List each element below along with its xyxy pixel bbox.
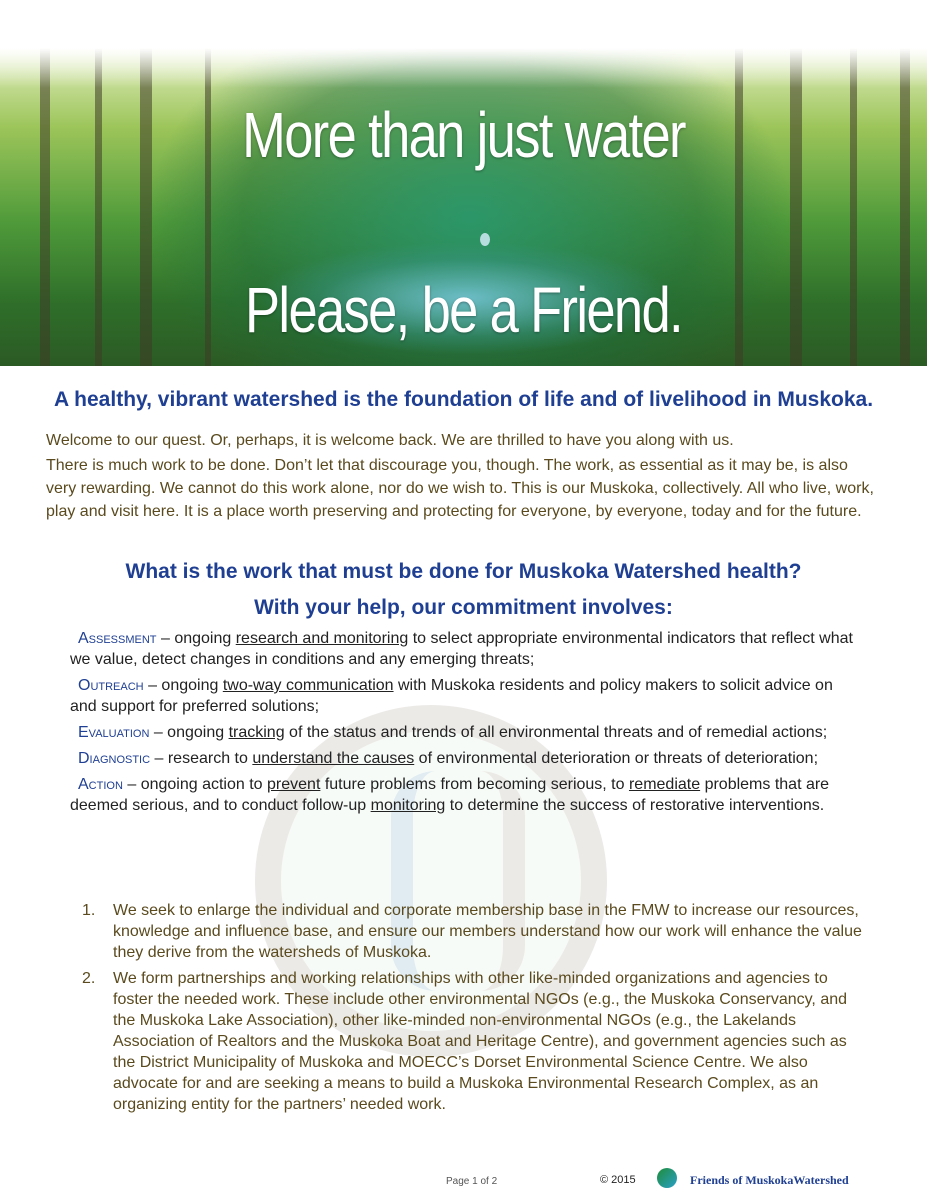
water-drop-icon	[480, 233, 490, 246]
commitment-text: – ongoing action to	[122, 776, 268, 793]
commitment-text: to determine the success of restorative interventions.	[445, 797, 825, 814]
commitment-text: of environmental deterioration or threats of deterioration;	[414, 750, 819, 767]
tree-trunk	[40, 48, 50, 366]
hero-banner	[0, 48, 927, 366]
commitment-text: problems that are deemed serious, and to conduct follow-up	[70, 776, 830, 814]
commitment-item	[70, 675, 860, 717]
tree-trunk	[900, 48, 910, 366]
commitment-item	[70, 748, 860, 769]
commitment-keyword: understand the causes	[252, 750, 415, 767]
commitment-list	[70, 628, 860, 821]
commitment-keyword: tracking	[228, 724, 285, 741]
commitment-text: – ongoing	[143, 677, 223, 694]
commitment-keyword: research and monitoring	[235, 630, 409, 647]
list-text: We form partnerships and working relationships with other like-minded organizations and agencies to foster the needed work. These include other environmental NGOs (e.g., the Muskoka Conservancy, and the Muskoka Lake Association), other like-minded non-environmental NGOs (e.g., the Lakelands Association of Realtors and the Muskoka Boat and Heritage Centre), and government agencies such as the District Municipality of Muskoka and MOECC’s Dorset Environmental Science Centre. We also advocate for and are seeking a means to build a Muskoka Environmental Research Complex, as an organizing entity for the partners’ needed work.	[113, 970, 848, 1113]
commitment-text: of the status and trends of all environmental threats and of remedial actions;	[284, 724, 828, 741]
list-text: We seek to enlarge the individual and corporate membership base in the FMW to increase our resources, knowledge and influence base, and ensure our members understand how our work will enhance the value they derive from the watersheds of Muskoka.	[113, 902, 862, 961]
commitment-heading: With your help, our commitment involves:	[254, 596, 673, 619]
commitment-head: Diagnostic	[78, 750, 151, 767]
org-name: Friends of MuskokaWatershed	[690, 1173, 849, 1187]
commitment-head: Assessment	[78, 630, 157, 647]
list-number: 1.	[82, 902, 96, 919]
fmw-logo-icon	[657, 1168, 677, 1188]
commitment-item	[70, 628, 860, 670]
hero-fade	[0, 48, 927, 88]
page-number: Page 1 of 2	[446, 1176, 498, 1187]
commitment-item	[70, 722, 860, 743]
commitment-text: – research to	[150, 750, 253, 767]
commitment-keyword: prevent	[267, 776, 321, 793]
subtitle: A healthy, vibrant watershed is the foundation of life and of livelihood in Muskoka.	[53, 388, 874, 411]
list-item	[82, 968, 862, 1115]
question-heading: What is the work that must be done for Muskoka Watershed health?	[125, 560, 802, 583]
list-number: 2.	[82, 970, 96, 987]
commitment-keyword: remediate	[628, 776, 701, 793]
copyright: © 2015	[600, 1174, 636, 1186]
commitment-head: Evaluation	[78, 724, 150, 741]
tree-trunk	[850, 48, 857, 366]
commitment-keyword: two-way communication	[222, 677, 394, 694]
commitment-keyword: monitoring	[370, 797, 446, 814]
commitment-text: future problems from becoming serious, to	[320, 776, 629, 793]
commitment-head: Action	[78, 776, 123, 793]
commitment-text: – ongoing	[156, 630, 236, 647]
commitment-head: Outreach	[78, 677, 144, 694]
hero-title-line1: More than just water	[242, 99, 685, 171]
hero-title-line2: Please, be a Friend.	[245, 274, 682, 346]
commitment-text: to select appropriate environmental indicators that reflect what we value, detect changes in conditions and any emerging threats;	[70, 630, 853, 668]
commitment-text: – ongoing	[149, 724, 229, 741]
commitment-item	[70, 774, 860, 816]
intro-paragraph-1: Welcome to our quest. Or, perhaps, it is welcome back. We are thrilled to have you along with us.	[46, 432, 734, 449]
commitment-text: with Muskoka residents and policy makers to solicit advice on and support for preferred solutions;	[70, 677, 833, 715]
numbered-list	[82, 900, 862, 1120]
intro-paragraph-2: There is much work to be done. Don’t let that discourage you, though. The work, as essential as it may be, is also very rewarding. We cannot do this work alone, nor do we wish to. This is our Muskoka, collectively. All who live, work, play and visit here. It is a place worth preserving and protecting for everyone, by everyone, today and for the future.	[46, 457, 874, 520]
list-item	[82, 900, 862, 963]
